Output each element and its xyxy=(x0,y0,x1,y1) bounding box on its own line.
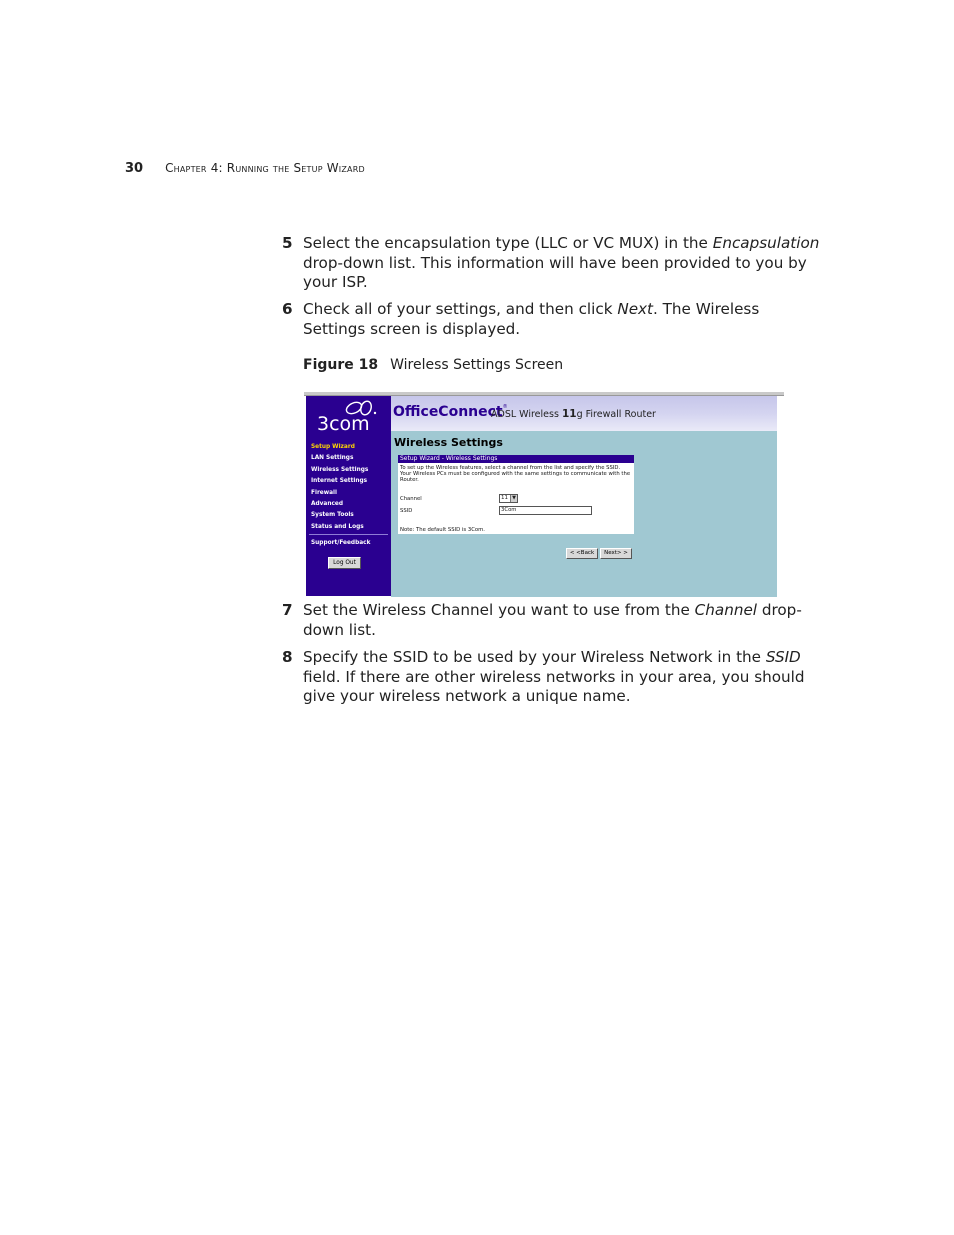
step-text: Set the Wireless Channel you want to use from the Channel drop-down list. xyxy=(303,601,802,639)
nav-advanced[interactable]: Advanced xyxy=(311,500,343,507)
panel-header: Setup Wizard - Wireless Settings xyxy=(398,455,634,463)
nav-internet-settings[interactable]: Internet Settings xyxy=(311,478,368,485)
step-text: Select the encapsulation type (LLC or VC MUX) in the Encapsulation drop-down list. This information will have been provided to you by your ISP. xyxy=(303,234,820,292)
wizard-panel xyxy=(398,455,634,534)
step-6 xyxy=(282,300,822,339)
chapter-title: Chapter 4: Running the Setup Wizard xyxy=(165,161,365,175)
3com-logo-text: 3com xyxy=(317,413,370,435)
chevron-down-icon[interactable]: ▼ xyxy=(510,495,517,502)
page-title: Wireless Settings xyxy=(394,436,503,449)
figure-label: Figure 18 xyxy=(303,357,379,373)
product-banner xyxy=(391,396,777,431)
main-content xyxy=(391,431,777,597)
nav-status-and-logs[interactable]: Status and Logs xyxy=(311,523,364,530)
step-text: Check all of your settings, and then click Next. The Wireless Settings screen is displayed. xyxy=(303,300,760,338)
step-number: 5 xyxy=(282,234,293,252)
ssid-input[interactable]: 3Com xyxy=(499,506,592,515)
panel-intro: To set up the Wireless features, select a channel from the list and specify the SSID. Your Wireless PCs must be configured with the same settings to communicate with the Router. xyxy=(400,465,631,483)
figure-title: Wireless Settings Screen xyxy=(390,357,564,373)
sidebar xyxy=(306,396,391,596)
logout-button[interactable]: Log Out xyxy=(328,557,361,569)
ssid-label: SSID xyxy=(400,508,413,514)
channel-select[interactable] xyxy=(499,494,518,503)
sidebar-divider xyxy=(309,534,388,535)
nav-system-tools[interactable]: System Tools xyxy=(311,512,354,519)
nav-support-feedback[interactable]: Support/Feedback xyxy=(311,540,371,546)
nav-firewall[interactable]: Firewall xyxy=(311,489,337,496)
product-name: ADSL Wireless 11g Firewall Router xyxy=(491,408,656,420)
step-number: 7 xyxy=(282,601,293,619)
channel-value: 11 xyxy=(501,495,508,501)
step-text: Specify the SSID to be used by your Wireless Network in the SSID field. If there are other wireless networks in your area, you should give your wireless network a unique name. xyxy=(303,648,805,706)
step-number: 6 xyxy=(282,300,293,318)
channel-label: Channel xyxy=(400,496,422,502)
step-number: 8 xyxy=(282,648,293,666)
step-7 xyxy=(282,601,822,640)
back-button[interactable]: < <Back xyxy=(566,548,598,559)
nav-setup-wizard[interactable]: Setup Wizard xyxy=(311,444,355,450)
step-5 xyxy=(282,234,822,293)
brand-name: OfficeConnect® xyxy=(393,404,508,420)
wireless-settings-screenshot xyxy=(304,392,784,597)
nav-wireless-settings[interactable]: Wireless Settings xyxy=(311,466,369,473)
running-header xyxy=(125,161,365,176)
figure-caption xyxy=(303,357,563,373)
next-button[interactable]: Next> > xyxy=(600,548,632,559)
default-ssid-note: Note: The default SSID is 3Com. xyxy=(400,527,485,533)
step-8 xyxy=(282,648,822,707)
page-number: 30 xyxy=(125,161,144,176)
nav-lan-settings[interactable]: LAN Settings xyxy=(311,455,354,462)
sidebar-nav xyxy=(311,442,368,533)
